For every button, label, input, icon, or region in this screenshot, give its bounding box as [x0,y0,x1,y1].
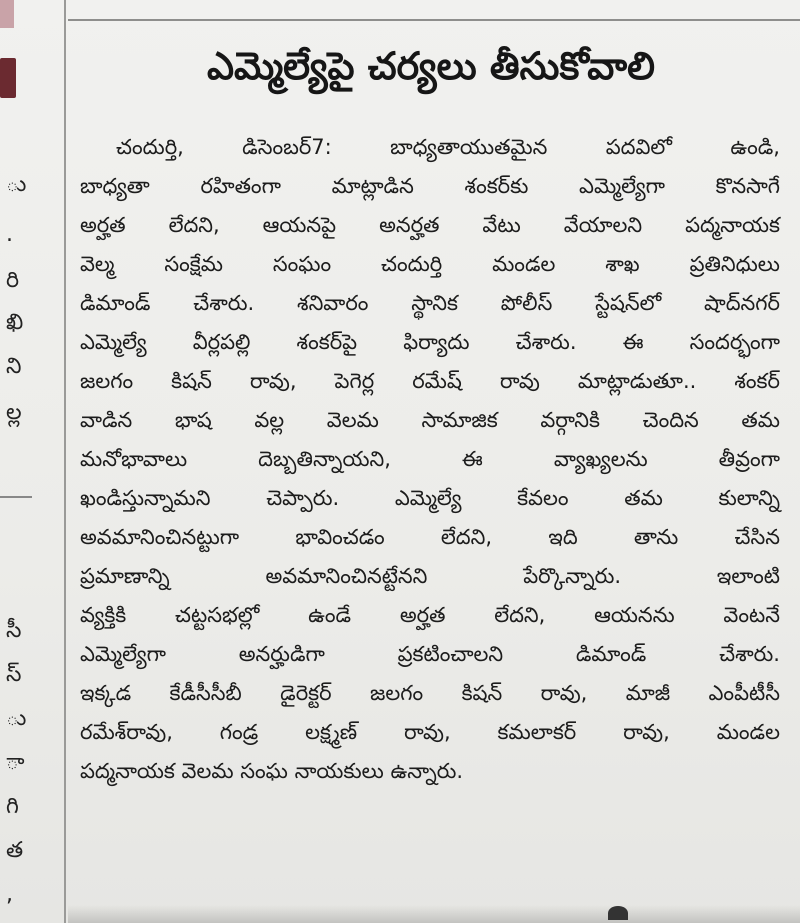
word: పదవిలో [605,135,673,159]
word: వెలమ [326,408,379,432]
word: వేయాలని [563,213,643,237]
word: చట్టసభల్లో [175,603,260,627]
word: ఇది [548,525,578,549]
word: ఈ [622,330,644,354]
word: లక్ష్మణ్ [305,720,358,744]
article-line [80,401,780,440]
word: చేశారు. [515,330,577,354]
word: వాడిన [80,408,133,432]
word: రావు, [540,681,588,705]
word: శంకర్‌పై [296,330,358,354]
word: చేశారు. [193,291,255,315]
word: ఎంపీటీసీ [708,681,780,705]
word: అనర్హత [379,213,440,237]
word: పద్మనాయక [685,213,780,237]
word: మాజీ [625,681,671,705]
word: రావు [499,369,540,393]
article-line [80,128,780,167]
column-divider [64,0,66,923]
word: కిషన్ [171,369,212,393]
article-line [80,440,780,479]
word: డిసెంబర్7: [242,135,332,159]
article-line [80,518,780,557]
word: భావించడం [295,525,385,549]
word: శనివారం [297,291,369,315]
word: చేసిన [734,525,780,549]
adjacent-heading-edge [0,58,16,98]
article-line [80,596,780,635]
word: జలగం [370,681,424,705]
article-line [80,362,780,401]
word: కమలాకర్ [497,720,577,744]
adjacent-text-fragment: ా [6,750,25,775]
word: నాయకులు [294,759,391,783]
word: ప్రకటించాలని [397,642,504,666]
word: కొనసాగే [715,174,780,198]
word: మాట్లాడిన [331,174,414,198]
word: ప్రమాణాన్ని [80,564,170,588]
article-line [80,323,780,362]
word: వ్యక్తికి [80,603,127,627]
word: చందుర్తి [381,252,443,276]
word: ప్రతినిధులు [689,252,780,276]
word: రావు, [403,720,451,744]
word: మండల [492,252,556,276]
word: భాష [174,408,212,432]
adjacent-column-separator [0,496,32,498]
word: సామాజిక [421,408,498,432]
word: వర్గానికి [540,408,601,432]
word: సంక్షేమ [164,252,223,276]
word: స్థానిక [411,291,458,315]
word: రావు, [249,369,297,393]
word: చందుర్తి, [116,135,184,159]
word: చెందిన [642,408,699,432]
article-line [80,752,780,791]
word: వ్యాఖ్యలను [553,447,648,471]
word: అవమానించినట్టేనని [265,564,428,588]
word: ఆయనపై [262,213,337,237]
word: డిమాండ్ [575,642,647,666]
adjacent-text-fragment: స్ [6,662,22,687]
article-line [80,167,780,206]
word: పేర్కొన్నారు. [523,564,622,588]
word: ఉండే [308,603,352,627]
word: ఖండిస్తున్నామని [80,486,211,510]
word: మండల [716,720,780,744]
word: తమ [624,486,663,510]
word: సంఘ [240,759,295,783]
word: రావు, [623,720,670,744]
word: వెంటనే [723,603,780,627]
word: జలగం [80,369,134,393]
adjacent-text-fragment: రి [6,268,20,293]
word: షాద్‌నగర్ [704,291,780,315]
word: కేవలం [517,486,569,510]
article-line [80,674,780,713]
word: వెలమ [181,759,241,783]
article-line [80,206,780,245]
word: కేడీసీసీబీ [169,681,242,705]
article-line [80,557,780,596]
word: పద్మనాయక [80,759,182,783]
word: ఈ [461,447,483,471]
word: శంకర్ [734,369,780,393]
adjacent-text-fragment: ల్ల [6,400,22,425]
word: శంకర్‌కు [464,174,529,198]
word: తాను [633,525,679,549]
top-rule [68,19,800,21]
next-article-edge [68,905,800,923]
word: స్టేషన్‌లో [595,291,662,315]
word: ఎమ్మెల్యే [394,486,462,510]
article-body [80,128,780,791]
adjacent-text-fragment: ు [6,706,27,731]
article-line [80,479,780,518]
word: అర్హత [399,603,446,627]
word: శాఖ [605,252,640,276]
word: కిషన్ [461,681,503,705]
word: వీర్లపల్లి [192,330,251,354]
word: రమేశ్‌రావు, [80,720,173,744]
word: సందర్భంగా [689,330,780,354]
word: ఇక్కడ [80,681,132,705]
word: లేదని, [440,525,493,549]
next-article-glyph-edge [608,906,628,920]
article-headline: ఎమ్మెల్యేపై చర్యలు తీసుకోవాలి [207,44,655,88]
adjacent-photo-edge [0,0,14,28]
word: చేశారు. [719,642,780,666]
article-line [80,713,780,752]
word: అనర్హుడిగా [238,642,325,666]
adjacent-text-fragment: ఖి [6,310,24,335]
adjacent-text-fragment: ని [6,354,22,379]
article-line [80,284,780,323]
word: వల్ల [254,408,285,432]
adjacent-text-fragment: సీ [6,618,22,643]
word: సంఘం [272,252,332,276]
word: దెబ్బతిన్నాయని, [258,447,391,471]
word: కులాన్ని [718,486,780,510]
word: పెగెర్ల [334,369,375,393]
article-line [80,245,780,284]
word: ఎమ్మెల్యే [80,330,147,354]
word: అవమానించినట్టుగా [80,525,240,549]
word: అర్హత [80,213,126,237]
word: ఎమ్మెల్యేగా [579,174,665,198]
adjacent-text-fragment: , [6,882,13,907]
word: రహితంగా [200,174,281,198]
article-line [80,635,780,674]
word: ఉన్నారు. [390,759,464,783]
word: ఉండి, [730,135,780,159]
word: లేదని, [168,213,220,237]
adjacent-text-fragment: గి [6,794,19,819]
word: మనోభావాలు [80,447,188,471]
adjacent-column-fragment [0,0,44,923]
word: ఫిర్యాదు [403,330,470,354]
adjacent-text-fragment: . [6,222,13,247]
word: మాట్లాడుతూ.. [577,369,697,393]
word: పోలీస్ [500,291,553,315]
word: తీవ్రంగా [718,447,780,471]
word: వెల్మ [80,252,115,276]
word: ఎమ్మెల్యేగా [80,642,166,666]
word: చెప్పారు. [266,486,340,510]
word: రమేష్ [412,369,462,393]
word: డైరెక్టర్ [280,681,332,705]
word: ఇలాంటి [716,564,780,588]
word: ఆయనను [594,603,675,627]
word: డిమాండ్ [80,291,151,315]
adjacent-text-fragment: త [6,838,24,863]
word: గండ్ర [219,720,259,744]
word: బాధ్యతాయుతమైన [390,135,548,159]
word: బాధ్యతా [80,174,150,198]
word: తమ [741,408,780,432]
adjacent-text-fragment: ు [6,172,27,197]
word: లేదని, [494,603,546,627]
word: వేటు [482,213,521,237]
